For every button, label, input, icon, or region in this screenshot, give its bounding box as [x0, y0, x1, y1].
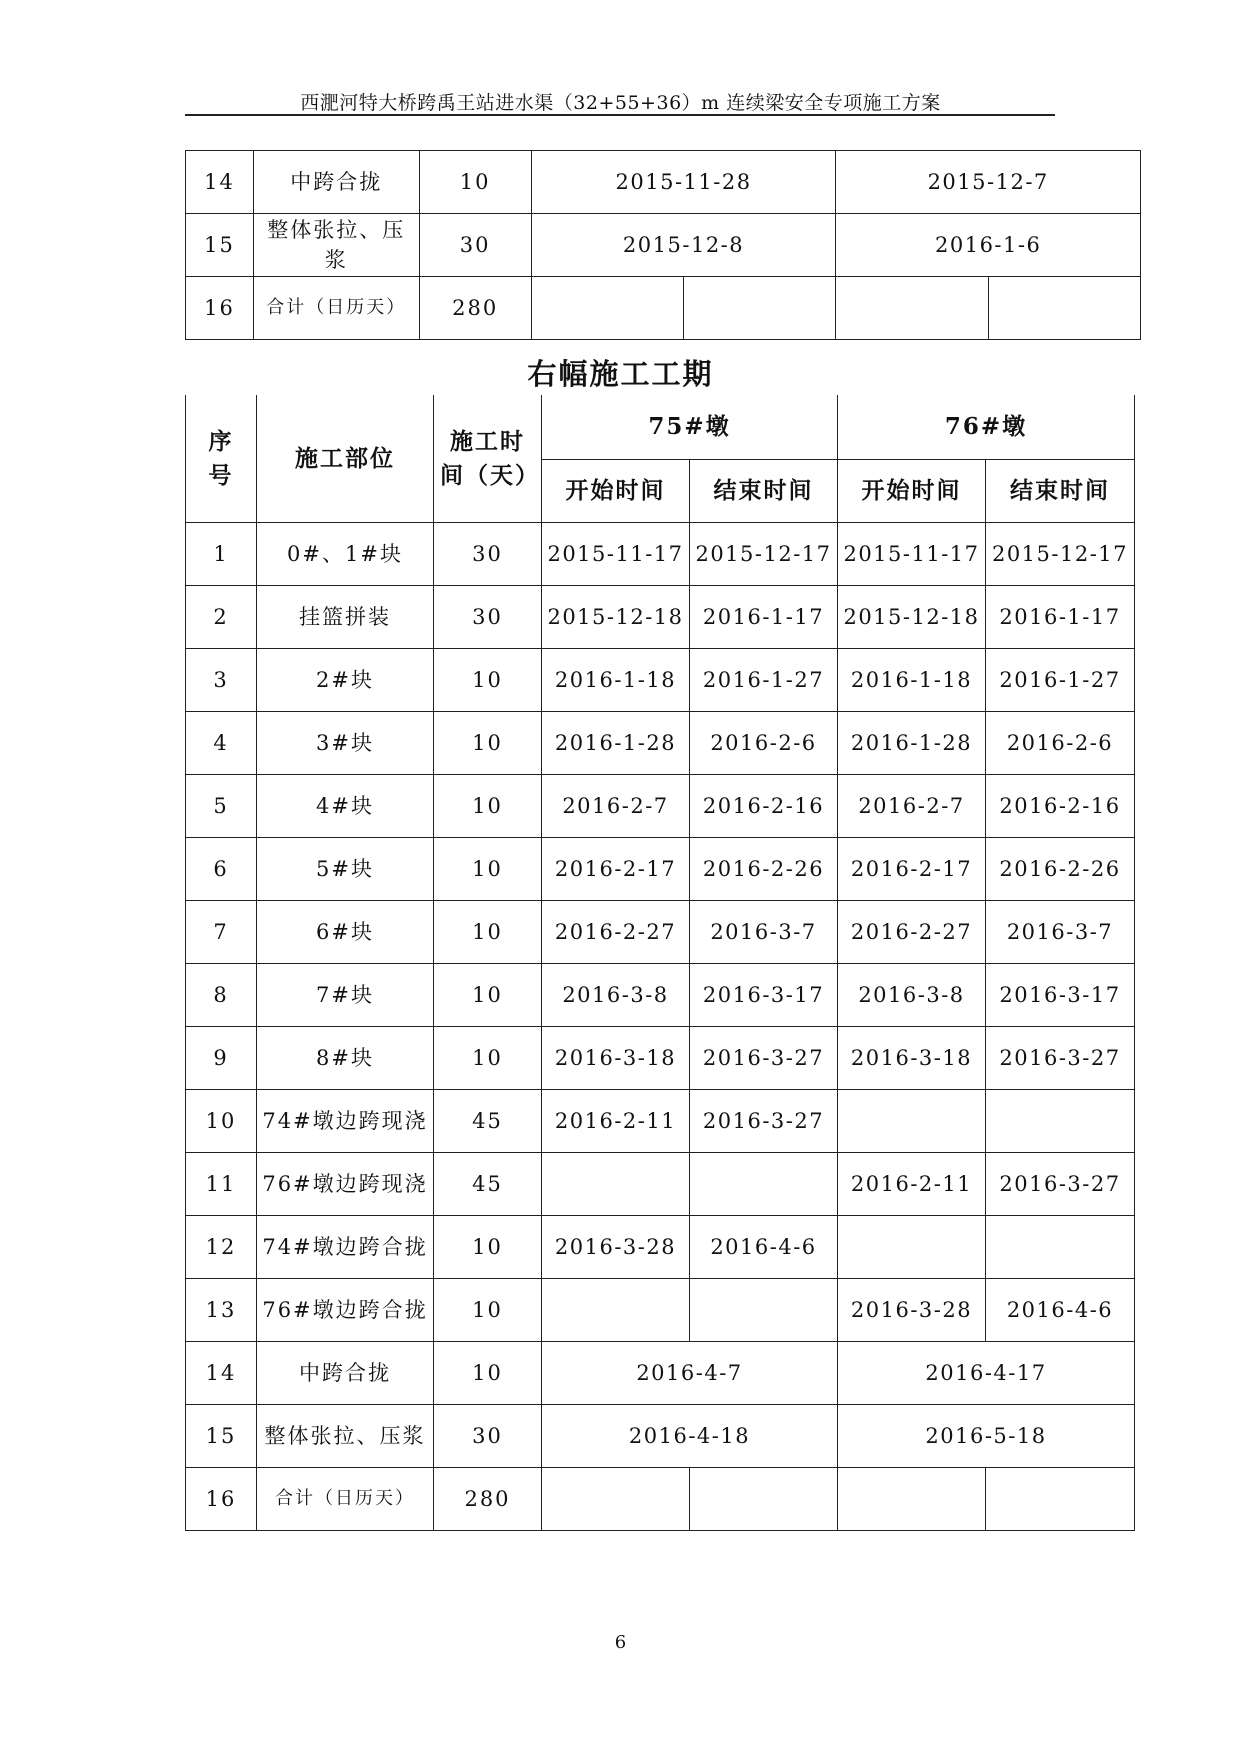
pier-75-start	[542, 1153, 690, 1216]
header-start-76: 开始时间	[838, 460, 986, 523]
pier-75-start: 2016-1-18	[542, 649, 690, 712]
construction-part: 合计（日历天）	[257, 1468, 434, 1531]
table-row	[186, 649, 1135, 712]
pier-75-end: 2016-3-7	[690, 901, 838, 964]
duration-days: 30	[434, 1405, 542, 1468]
pier-76-start: 2016-1-18	[838, 649, 986, 712]
pier-75-period: 2016-4-7	[542, 1342, 838, 1405]
row-number: 16	[186, 277, 254, 340]
table-row	[186, 1090, 1135, 1153]
table-row	[186, 712, 1135, 775]
duration-days: 10	[434, 964, 542, 1027]
table-row	[186, 214, 1141, 277]
pier-75-start: 2016-3-28	[542, 1216, 690, 1279]
duration-days: 280	[434, 1468, 542, 1531]
row-number: 5	[186, 775, 257, 838]
table-row	[186, 1027, 1135, 1090]
table-row	[186, 1279, 1135, 1342]
pier-76-start: 2016-2-7	[838, 775, 986, 838]
pier-76-start	[838, 1216, 986, 1279]
duration-days: 10	[434, 1216, 542, 1279]
row-number: 2	[186, 586, 257, 649]
pier-76-start: 2016-3-18	[838, 1027, 986, 1090]
construction-part: 6#块	[257, 901, 434, 964]
row-number: 15	[186, 1405, 257, 1468]
row-number: 15	[186, 214, 254, 277]
construction-part: 76#墩边跨合拢	[257, 1279, 434, 1342]
row-number: 9	[186, 1027, 257, 1090]
pier-75-end: 2016-4-6	[690, 1216, 838, 1279]
pier-76-start: 2016-3-8	[838, 964, 986, 1027]
table-row	[186, 586, 1135, 649]
header-pier-76: 76#墩	[838, 395, 1135, 460]
pier-76-start: 2015-11-17	[838, 523, 986, 586]
pier-76-start: 2016-2-11	[838, 1153, 986, 1216]
duration-days: 10	[434, 838, 542, 901]
row-number: 14	[186, 151, 254, 214]
header-end-75: 结束时间	[690, 460, 838, 523]
left-schedule-table-tail	[185, 150, 1141, 340]
row-number: 12	[186, 1216, 257, 1279]
duration-days: 10	[434, 1279, 542, 1342]
empty-cell	[684, 277, 836, 340]
duration-days: 30	[434, 586, 542, 649]
pier-75-period: 2016-4-18	[542, 1405, 838, 1468]
pier-75-start: 2015-11-17	[542, 523, 690, 586]
construction-part: 整体张拉、压浆	[253, 214, 419, 277]
duration-days: 45	[434, 1153, 542, 1216]
pier-76-end	[986, 1090, 1135, 1153]
pier-76-start: 2016-2-17	[838, 838, 986, 901]
construction-part: 合计（日历天）	[253, 277, 419, 340]
pier-76-end: 2016-3-17	[986, 964, 1135, 1027]
row-number: 4	[186, 712, 257, 775]
pier-75-end: 2016-1-17	[690, 586, 838, 649]
duration-days: 30	[434, 523, 542, 586]
pier-75-end: 2016-3-17	[690, 964, 838, 1027]
pier-76-end: 2016-2-6	[986, 712, 1135, 775]
header-end-76: 结束时间	[986, 460, 1135, 523]
row-number: 14	[186, 1342, 257, 1405]
header-row	[186, 395, 1135, 460]
pier-76-start: 2016-2-27	[838, 901, 986, 964]
table-row	[186, 523, 1135, 586]
row-number: 3	[186, 649, 257, 712]
pier-75-end: 2016-2-26	[690, 838, 838, 901]
pier-75-end	[690, 1279, 838, 1342]
pier-76-end: 2016-3-27	[986, 1153, 1135, 1216]
pier-75-start: 2016-2-27	[542, 901, 690, 964]
page-header-title: 西淝河特大桥跨禹王站进水渠（32+55+36）m 连续梁安全专项施工方案	[300, 92, 941, 114]
pier-75-end: 2016-3-27	[690, 1027, 838, 1090]
table-row	[186, 1342, 1135, 1405]
header-no: 序号	[186, 395, 257, 523]
pier-75-start: 2016-2-17	[542, 838, 690, 901]
pier-76-end: 2016-2-16	[986, 775, 1135, 838]
header-rule	[185, 114, 1055, 116]
start-date: 2015-11-28	[531, 151, 836, 214]
duration-days: 10	[434, 649, 542, 712]
table-row	[186, 838, 1135, 901]
pier-76-end	[986, 1216, 1135, 1279]
duration-days: 10	[434, 775, 542, 838]
pier-75-start: 2016-3-8	[542, 964, 690, 1027]
construction-part: 7#块	[257, 964, 434, 1027]
pier-76-start: 2016-3-28	[838, 1279, 986, 1342]
empty-cell	[988, 277, 1140, 340]
empty-cell	[838, 1468, 986, 1531]
table-row	[186, 964, 1135, 1027]
right-schedule-table	[185, 395, 1135, 1531]
table-row	[186, 151, 1141, 214]
construction-part: 3#块	[257, 712, 434, 775]
duration-days: 10	[434, 712, 542, 775]
header-days: 施工时间（天）	[434, 395, 542, 523]
table-row	[186, 1468, 1135, 1531]
construction-part: 2#块	[257, 649, 434, 712]
duration-days: 10	[419, 151, 531, 214]
row-number: 13	[186, 1279, 257, 1342]
pier-76-period: 2016-5-18	[838, 1405, 1135, 1468]
duration-days: 30	[419, 214, 531, 277]
row-number: 8	[186, 964, 257, 1027]
construction-part: 5#块	[257, 838, 434, 901]
pier-75-start: 2016-3-18	[542, 1027, 690, 1090]
header-part: 施工部位	[257, 395, 434, 523]
pier-76-start	[838, 1090, 986, 1153]
construction-part: 0#、1#块	[257, 523, 434, 586]
pier-75-start	[542, 1279, 690, 1342]
duration-days: 10	[434, 1342, 542, 1405]
end-date: 2015-12-7	[836, 151, 1141, 214]
pier-76-end: 2016-1-27	[986, 649, 1135, 712]
header-pier-75: 75#墩	[542, 395, 838, 460]
header-start-75: 开始时间	[542, 460, 690, 523]
pier-76-end: 2015-12-17	[986, 523, 1135, 586]
pier-76-period: 2016-4-17	[838, 1342, 1135, 1405]
pier-75-start: 2016-1-28	[542, 712, 690, 775]
table-row	[186, 1405, 1135, 1468]
section-title: 右幅施工工期	[527, 357, 714, 391]
pier-75-start: 2016-2-11	[542, 1090, 690, 1153]
row-number: 16	[186, 1468, 257, 1531]
table-row	[186, 1153, 1135, 1216]
empty-cell	[986, 1468, 1135, 1531]
row-number: 7	[186, 901, 257, 964]
pier-76-end: 2016-1-17	[986, 586, 1135, 649]
construction-part: 挂篮拼装	[257, 586, 434, 649]
page-number: 6	[614, 1632, 627, 1653]
pier-76-end: 2016-2-26	[986, 838, 1135, 901]
pier-75-end: 2016-1-27	[690, 649, 838, 712]
duration-days: 10	[434, 901, 542, 964]
construction-part: 中跨合拢	[257, 1342, 434, 1405]
pier-75-end	[690, 1153, 838, 1216]
pier-76-start: 2016-1-28	[838, 712, 986, 775]
row-number: 10	[186, 1090, 257, 1153]
empty-cell	[542, 1468, 690, 1531]
row-number: 6	[186, 838, 257, 901]
empty-cell	[531, 277, 683, 340]
end-date: 2016-1-6	[836, 214, 1141, 277]
table-row	[186, 775, 1135, 838]
duration-days: 10	[434, 1027, 542, 1090]
table-row	[186, 277, 1141, 340]
construction-part: 76#墩边跨现浇	[257, 1153, 434, 1216]
pier-75-start: 2016-2-7	[542, 775, 690, 838]
construction-part: 74#墩边跨现浇	[257, 1090, 434, 1153]
duration-days: 280	[419, 277, 531, 340]
table-row	[186, 901, 1135, 964]
construction-part: 74#墩边跨合拢	[257, 1216, 434, 1279]
empty-cell	[690, 1468, 838, 1531]
construction-part: 整体张拉、压浆	[257, 1405, 434, 1468]
construction-part: 4#块	[257, 775, 434, 838]
table-row	[186, 1216, 1135, 1279]
pier-75-end: 2016-2-16	[690, 775, 838, 838]
construction-part: 8#块	[257, 1027, 434, 1090]
pier-75-end: 2016-2-6	[690, 712, 838, 775]
duration-days: 45	[434, 1090, 542, 1153]
pier-76-end: 2016-4-6	[986, 1279, 1135, 1342]
pier-75-end: 2015-12-17	[690, 523, 838, 586]
pier-76-end: 2016-3-27	[986, 1027, 1135, 1090]
pier-75-start: 2015-12-18	[542, 586, 690, 649]
start-date: 2015-12-8	[531, 214, 836, 277]
pier-76-end: 2016-3-7	[986, 901, 1135, 964]
empty-cell	[836, 277, 988, 340]
row-number: 11	[186, 1153, 257, 1216]
table-body	[186, 523, 1135, 1531]
pier-76-start: 2015-12-18	[838, 586, 986, 649]
construction-part: 中跨合拢	[253, 151, 419, 214]
row-number: 1	[186, 523, 257, 586]
pier-75-end: 2016-3-27	[690, 1090, 838, 1153]
